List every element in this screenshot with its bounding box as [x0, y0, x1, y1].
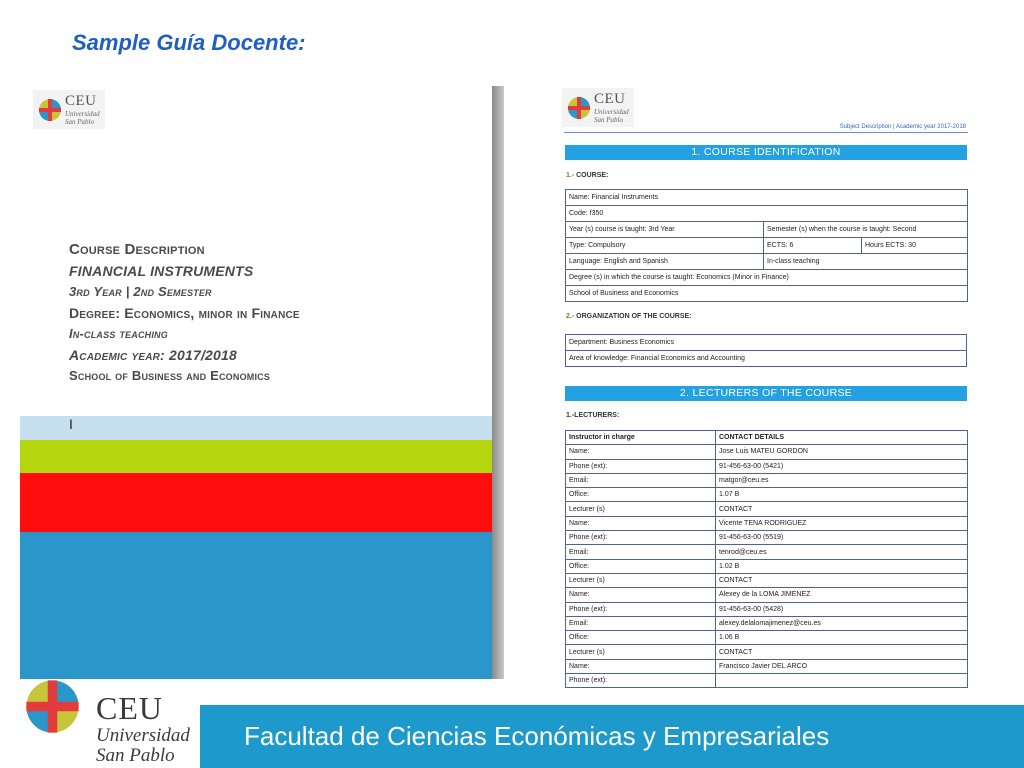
course-year-cell: Year (s) course is taught: 3rd Year — [566, 222, 764, 238]
course-teaching-cell: In-class teaching — [764, 254, 968, 270]
lecturer-field-label: Phone (ext): — [566, 602, 716, 616]
lecturer-field-value: 1.07 B — [716, 488, 968, 502]
logo-subtitle-2: San Pablo — [594, 116, 623, 124]
table-row — [566, 659, 968, 673]
footer-logo-name: CEU — [96, 690, 163, 726]
course-language-cell: Language: English and Spanish — [566, 254, 764, 270]
footer-logo-subtitle — [96, 726, 190, 766]
ceu-logo — [33, 90, 105, 129]
lecturer-field-label: Lecturer (s) — [566, 645, 716, 659]
course-code-cell: Code: f350 — [566, 206, 968, 222]
course-subheading-number: 1.- — [566, 172, 575, 179]
page-shadow — [492, 86, 504, 679]
footer-faculty-bar: Facultad de Ciencias Económicas y Empresariales — [200, 705, 1024, 768]
footer-logo-subtitle-2: San Pablo — [96, 745, 175, 766]
lecturer-field-value: 91-456-63-00 (5421) — [716, 459, 968, 473]
lecturer-field-value: CONTACT — [716, 645, 968, 659]
department-cell: Department: Business Economics — [566, 335, 967, 351]
section-lecturers: 2. LECTURERS OF THE COURSE — [565, 386, 967, 401]
document-header: Subject Description | Academic year 2017-2018 — [839, 124, 966, 130]
table-row — [566, 222, 968, 238]
table-row — [566, 190, 968, 206]
course-description-cover — [20, 86, 492, 679]
table-row — [566, 238, 968, 254]
lecturer-field-value: matgor@ceu.es — [716, 473, 968, 487]
table-row — [566, 459, 968, 473]
logo-subtitle-1: Universidad — [594, 108, 629, 116]
lecturer-rows — [566, 445, 968, 688]
table-row — [566, 674, 968, 688]
course-degree-cell: Degree (s) in which the course is taught: Economics (Minor in Finance) — [566, 270, 968, 286]
course-subheading-label: COURSE: — [576, 172, 609, 179]
lecturer-field-label: Lecturer (s) — [566, 502, 716, 516]
logo-subtitle-2: San Pablo — [65, 118, 94, 126]
table-row — [566, 270, 968, 286]
course-identification-document — [562, 86, 972, 685]
color-band-red — [20, 473, 492, 532]
lecturer-field-value: tenrod@ceu.es — [716, 545, 968, 559]
table-row — [566, 335, 967, 351]
cover-heading: Course Description — [69, 241, 205, 258]
cover-degree: Degree: Economics, minor in Finance — [69, 305, 300, 321]
table-header-row — [566, 431, 968, 445]
course-semester-cell: Semester (s) when the course is taught: Second — [764, 222, 968, 238]
cover-year-semester: 3rd Year | 2nd Semester — [69, 284, 212, 299]
lecturer-field-label: Email: — [566, 473, 716, 487]
slide-title: Sample Guía Docente: — [72, 30, 306, 55]
ceu-logo-small — [562, 88, 634, 127]
ceu-crest-icon — [38, 98, 62, 122]
lecturer-field-value: Jose Luis MATEU GORDON — [716, 445, 968, 459]
area-cell: Area of knowledge: Financial Economics and Accounting — [566, 351, 967, 367]
lecturer-field-label: Phone (ext): — [566, 531, 716, 545]
ceu-crest-icon — [567, 96, 591, 120]
lecturer-field-value: CONTACT — [716, 502, 968, 516]
table-row — [566, 502, 968, 516]
table-row — [566, 573, 968, 587]
lecturer-field-value — [716, 674, 968, 688]
cover-school: School of Business and Economics — [69, 368, 271, 383]
footer-logo — [24, 678, 196, 768]
logo-name: CEU — [65, 93, 97, 109]
lecturer-field-label: Phone (ext): — [566, 459, 716, 473]
table-row — [566, 351, 967, 367]
course-school-cell: School of Business and Economics — [566, 286, 968, 302]
course-subheading — [566, 172, 608, 179]
lecturer-field-label: Name: — [566, 659, 716, 673]
course-table — [565, 189, 968, 302]
table-row — [566, 616, 968, 630]
table-row — [566, 545, 968, 559]
instructor-header-cell: Instructor in charge — [566, 431, 716, 445]
table-row — [566, 631, 968, 645]
lecturer-field-value: 91-456-63-00 (5519) — [716, 531, 968, 545]
lecturer-field-value: 1.06 B — [716, 631, 968, 645]
cover-academic-year: Academic year: 2017/2018 — [69, 347, 237, 363]
color-band-green — [20, 440, 492, 473]
contact-header-cell: CONTACT DETAILS — [716, 431, 968, 445]
lecturer-field-label: Office: — [566, 559, 716, 573]
table-row — [566, 473, 968, 487]
table-row — [566, 645, 968, 659]
color-band-light-blue — [20, 416, 492, 440]
table-row — [566, 531, 968, 545]
table-row — [566, 588, 968, 602]
organization-subheading-label: ORGANIZATION OF THE COURSE: — [576, 313, 692, 320]
lecturer-field-value: Vicente TENA RODRIGUEZ — [716, 516, 968, 530]
lecturer-field-value: Francisco Javier DEL ARCO — [716, 659, 968, 673]
footer-logo-subtitle-1: Universidad — [96, 725, 190, 746]
lecturer-field-label: Office: — [566, 488, 716, 502]
table-row — [566, 445, 968, 459]
lecturer-field-value: 91-456-63-00 (5428) — [716, 602, 968, 616]
logo-subtitle-1: Universidad — [65, 110, 100, 118]
organization-subheading — [566, 313, 692, 320]
logo-name: CEU — [594, 91, 626, 107]
lecturer-field-label: Office: — [566, 631, 716, 645]
lecturer-field-value: Alexey de la LOMA JIMENEZ — [716, 588, 968, 602]
color-band-blue — [20, 532, 492, 679]
table-row — [566, 559, 968, 573]
cover-course-name: FINANCIAL INSTRUMENTS — [69, 263, 254, 279]
course-ects-cell: ECTS: 6 — [764, 238, 862, 254]
lecturers-subheading: 1.-LECTURERS: — [566, 412, 620, 419]
lecturer-field-label: Lecturer (s) — [566, 573, 716, 587]
table-row — [566, 254, 968, 270]
organization-table — [565, 334, 967, 367]
lecturer-field-label: Phone (ext): — [566, 674, 716, 688]
lecturer-field-value: alexey.delalomajimenez@ceu.es — [716, 616, 968, 630]
course-name-cell: Name: Financial Instruments — [566, 190, 968, 206]
course-hours-cell: Hours ECTS: 30 — [862, 238, 968, 254]
table-row — [566, 488, 968, 502]
lecturer-field-value: CONTACT — [716, 573, 968, 587]
text-cursor: I — [69, 416, 73, 432]
lecturer-field-label: Email: — [566, 545, 716, 559]
lecturer-field-value: 1.02 B — [716, 559, 968, 573]
ceu-crest-icon — [24, 678, 81, 735]
table-row — [566, 206, 968, 222]
organization-subheading-number: 2.- — [566, 313, 575, 320]
lecturer-field-label: Name: — [566, 516, 716, 530]
course-type-cell: Type: Compulsory — [566, 238, 764, 254]
section-course-identification: 1. COURSE IDENTIFICATION — [565, 145, 967, 160]
table-row — [566, 286, 968, 302]
lecturers-table — [565, 430, 968, 688]
cover-teaching-mode: In-class teaching — [69, 326, 168, 341]
table-row — [566, 602, 968, 616]
lecturer-field-label: Name: — [566, 588, 716, 602]
table-row — [566, 516, 968, 530]
cover-text-block — [69, 242, 300, 389]
lecturer-field-label: Email: — [566, 616, 716, 630]
header-rule — [564, 132, 968, 133]
lecturer-field-label: Name: — [566, 445, 716, 459]
